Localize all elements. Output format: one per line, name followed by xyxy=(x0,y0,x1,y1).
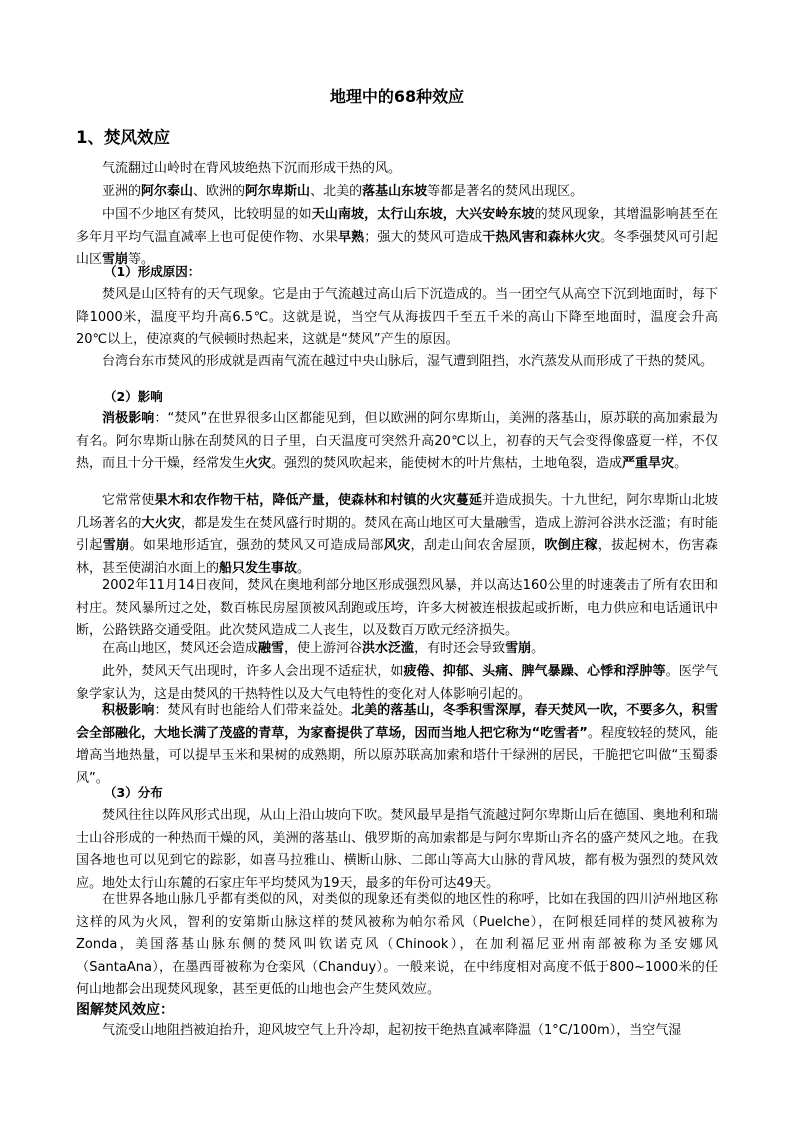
page-title: 地理中的68种效应 xyxy=(329,87,465,106)
paragraph-regional-names: 在世界各地山脉几乎都有类似的风，对类似的现象还有类似的地区性的称呼，比如在我国的四川泸州地区称这样的风为火风，智利的安第斯山脉这样的焚风被称为帕尔希风（Puelche），在阿根廷同样的焚风被称为Zonda，美国落基山脉东侧的焚风叫钦诺克风（Chinook），在加利福尼亚州南部被称为圣安娜风（SantaAna），在墨西哥被称为仓栾风（Chanduy）。一般来说，在中纬度相对高度不低于800~1000米的任何山地都会出现焚风现象，甚至更低的山地也会产生焚风效应。 xyxy=(76,892,718,998)
section-heading-foehn: 1、焚风效应 xyxy=(76,128,170,147)
paragraph-positive-impact: 积极影响：焚风有时也能给人们带来益处。北美的落基山，冬季积雪深厚，春天焚风一吹，不要多久，积雪会全部融化，大地长满了茂盛的青草，为家畜提供了草场，因而当地人把它称为“吃雪者”。程度较轻的焚风，能增高当地热量，可以提早玉米和果树的成熟期，所以原苏联高加索和塔什干绿洲的居民，干脆把它叫做“玉蜀黍风”。 xyxy=(76,703,718,786)
paragraph-negative-impact: 消极影响：“焚风”在世界很多山区都能见到，但以欧洲的阿尔卑斯山，美洲的落基山，原苏联的高加索最为有名。阿尔卑斯山脉在刮焚风的日子里，白天温度可突然升高20℃以上，初春的天气会变得像盛夏一样，不仅热，而且十分干燥，经常发生火灾。强烈的焚风吹起来，能使树木的叶片焦枯，土地龟裂，造成严重旱灾。 xyxy=(76,411,718,472)
paragraph-distribution: 焚风往往以阵风形式出现，从山上沿山坡向下吹。焚风最早是指气流越过阿尔卑斯山后在德国、奥地利和瑞士山谷形成的一种热而干燥的风，美洲的落基山、俄罗斯的高加索都是与阿尔卑斯山齐名的盛产焚风之地。在我国各地也可以见到它的踪影，如喜马拉雅山、横断山脉、二郎山等高大山脉的背风坡，都有极为强烈的焚风效应。地处太行山东麓的石家庄年平均焚风为19天，最多的年份可达49天。 xyxy=(76,808,718,891)
paragraph-china-regions: 中国不少地区有焚风，比较明显的如天山南坡，太行山东坡，大兴安岭东坡的焚风现象，其增温影响甚至在多年月平均气温直减率上也可促使作物、水果早熟；强大的焚风可造成干热风害和森林火灾。冬季强焚风可引起山区雪崩等。 xyxy=(76,207,718,268)
paragraph-health-effects: 此外，焚风天气出现时，许多人会出现不适症状，如疲倦、抑郁、头痛、脾气暴躁、心悸和浮肿等。医学气象学家认为，这是由焚风的干热特性以及大气电特性的变化对人体影响引起的。 xyxy=(76,664,718,702)
figure-heading: 图解焚风效应： xyxy=(76,1002,174,1018)
paragraph-figure-explanation: 气流受山地阻挡被迫抬升，迎风坡空气上升冷却，起初按干绝热直减率降温（1°C/100m），当空气湿 xyxy=(102,1023,682,1038)
paragraph-taitung: 台湾台东市焚风的形成就是西南气流在越过中央山脉后，湿气遭到阻挡，水汽蒸发从而形成了干热的焚风。 xyxy=(102,354,714,369)
paragraph-crop-damage: 它常常使果木和农作物干枯，降低产量，使森林和村镇的火灾蔓延并造成损失。十九世纪，阿尔卑斯山北坡几场著名的大火灾，都是发生在焚风盛行时期的。焚风在高山地区可大量融雪，造成上游河谷洪水泛滥；有时能引起雪崩。如果地形适宜，强劲的焚风又可造成局部风灾，刮走山间农舍屋顶，吹倒庄稼，拔起树木，伤害森林，甚至使湖泊水面上的船只发生事故。 xyxy=(76,493,718,576)
subheading-distribution: （3）分布 xyxy=(104,785,163,800)
paragraph-famous-regions: 亚洲的阿尔泰山、欧洲的阿尔卑斯山、北美的落基山东坡等都是著名的焚风出现区。 xyxy=(102,184,584,199)
paragraph-cause: 焚风是山区特有的天气现象。它是由于气流越过高山后下沉造成的。当一团空气从高空下沉到地面时，每下降1000米，温度平均升高6.5℃。这就是说，当空气从海拔四千至五千米的高山下降至地面时，温度会升高20℃以上，使凉爽的气候顿时热起来，这就是“焚风”产生的原因。 xyxy=(76,287,718,348)
paragraph-snowmelt: 在高山地区，焚风还会造成融雪，使上游河谷洪水泛滥，有时还会导致雪崩。 xyxy=(102,641,545,656)
subheading-cause: （1）形成原因： xyxy=(104,264,201,279)
paragraph-austria-2002: 2002年11月14日夜间，焚风在奥地利部分地区形成强烈风暴，并以高达160公里的时速袭击了所有农田和村庄。焚风暴所过之处，数百栋民房屋顶被风刮跑或压垮，许多大树被连根拔起或折断，电力供应和电话通讯中断，公路铁路交通受阻。此次焚风造成二人丧生，以及数百万欧元经济损失。 xyxy=(76,578,718,639)
subheading-impact: （2）影响 xyxy=(104,389,163,404)
paragraph-definition: 气流翻过山岭时在背风坡绝热下沉而形成干热的风。 xyxy=(102,161,402,176)
